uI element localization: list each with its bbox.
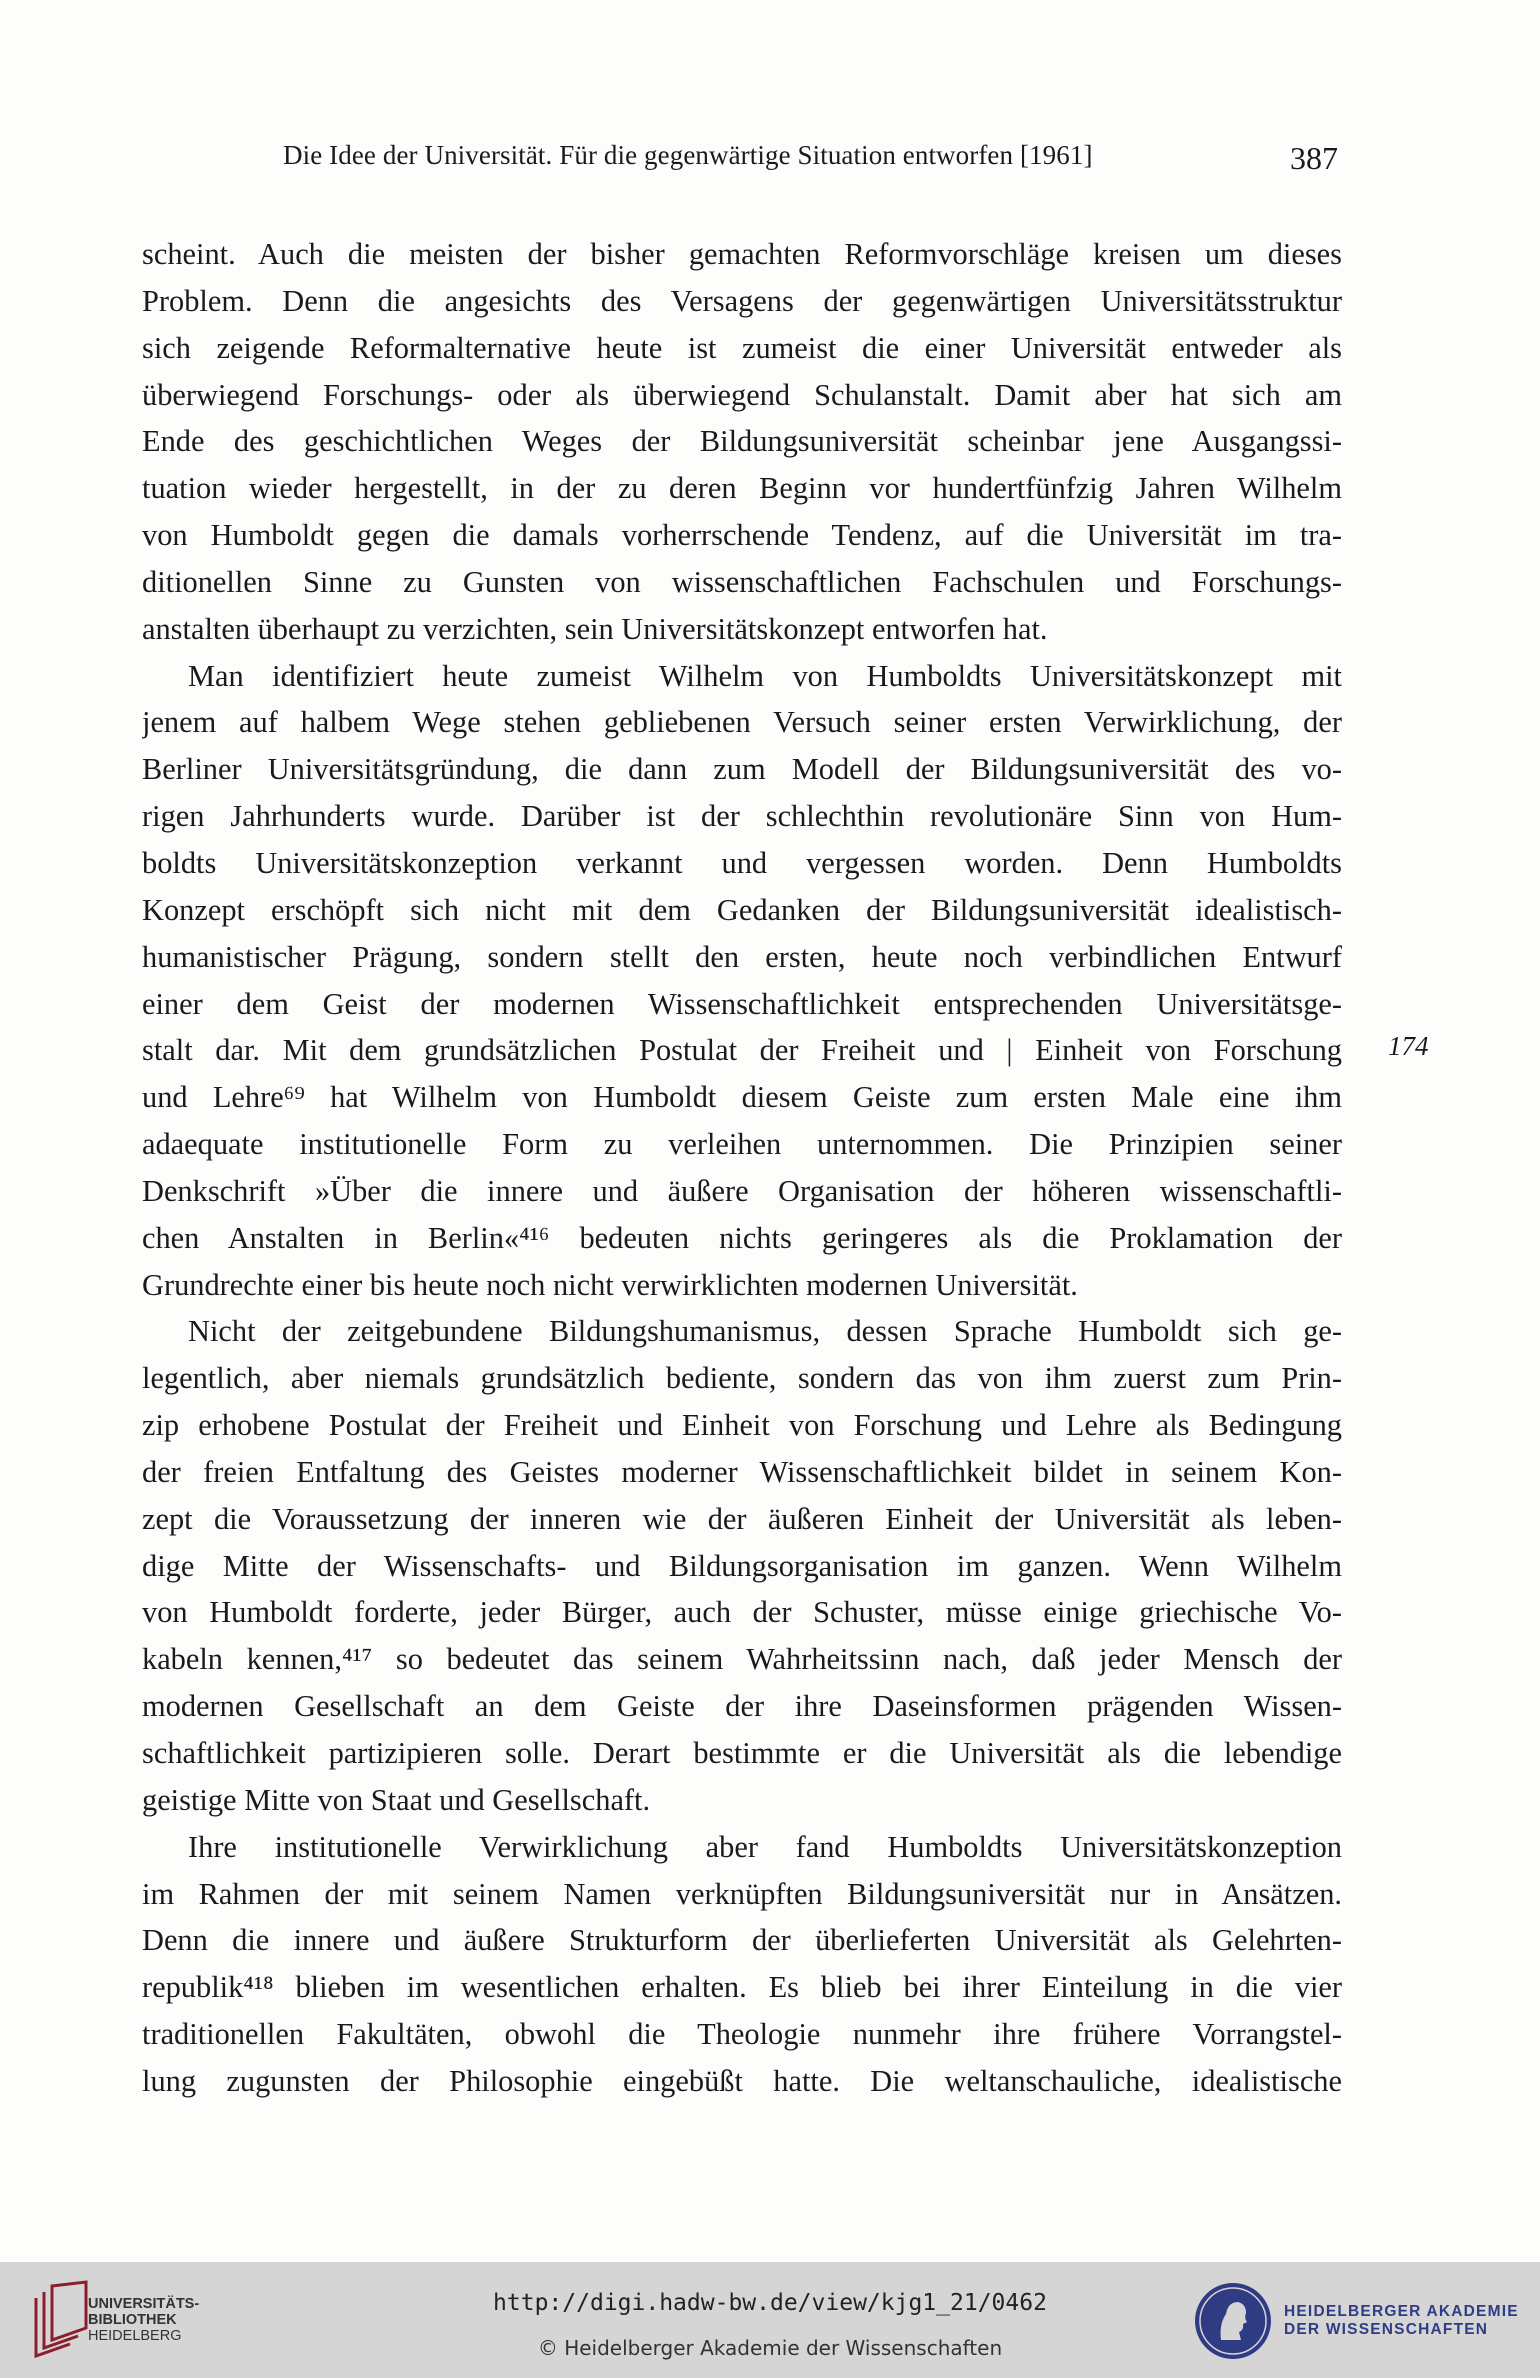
text-line: sich zeigende Reformalternative heute ist zumeist die einer Universität entweder als	[142, 330, 1342, 365]
copyright-notice: © Heidelberger Akademie der Wissenschaften	[537, 2336, 1003, 2360]
text-line: einer dem Geist der modernen Wissenschaftlichkeit entsprechenden Universitätsge-	[142, 986, 1342, 1021]
text-line: rigen Jahrhunderts wurde. Darüber ist der schlechthin revolutionäre Sinn von Hum-	[142, 799, 1342, 834]
text-line: Problem. Denn die angesichts des Versagens der gegenwärtigen Universitätsstruktur	[142, 283, 1342, 318]
text-line: der freien Entfaltung des Geistes moderner Wissenschaftlichkeit bildet in seinem Kon-	[142, 1454, 1342, 1489]
text-line: geistige Mitte von Staat und Gesellschaft.	[142, 1782, 651, 1817]
text-line: überwiegend Forschungs- oder als überwiegend Schulanstalt. Damit aber hat sich am	[142, 377, 1342, 412]
text-line: traditionellen Fakultäten, obwohl die Theologie nunmehr ihre frühere Vorrangstel-	[142, 2017, 1342, 2052]
text-line: humanistischer Prägung, sondern stellt den ersten, heute noch verbindlichen Entwurf	[142, 939, 1342, 974]
source-url-link[interactable]: http://digi.hadw-bw.de/view/kjg1_21/0462	[493, 2290, 1047, 2316]
text-line: boldts Universitätskonzeption verkannt und vergessen worden. Denn Humboldts	[142, 845, 1342, 880]
text-line: von Humboldt forderte, jeder Bürger, auch der Schuster, müsse einige griechische Vo-	[142, 1595, 1342, 1630]
academy-name: HEIDELBERGER AKADEMIE DER WISSENSCHAFTEN	[1284, 2303, 1519, 2338]
text-line: adaequate institutionelle Form zu verleihen unternommen. Die Prinzipien seiner	[142, 1127, 1342, 1162]
text-line: dige Mitte der Wissenschafts- und Bildungsorganisation im ganzen. Wenn Wilhelm	[142, 1548, 1342, 1583]
text-line: Denn die innere und äußere Strukturform der überlieferten Universität als Gelehrten-	[142, 1923, 1342, 1958]
text-line: legentlich, aber niemals grundsätzlich bediente, sondern das von ihm zuerst zum Prin-	[142, 1361, 1342, 1396]
text-line: tuation wieder hergestellt, in der zu deren Beginn vor hundertfünfzig Jahren Wilhelm	[142, 471, 1342, 506]
page-number: 387	[1290, 140, 1338, 176]
text-line: stalt dar. Mit dem grundsätzlichen Postulat der Freiheit und | Einheit von Forschung	[142, 1033, 1342, 1068]
text-line: modernen Gesellschaft an dem Geiste der ihre Daseinsformen prägenden Wissen-	[142, 1689, 1342, 1724]
text-line: Konzept erschöpft sich nicht mit dem Gedanken der Bildungsuniversität idealistisch-	[142, 892, 1342, 927]
text-line: Man identifiziert heute zumeist Wilhelm von Humboldts Universitätskonzept mit	[188, 658, 1342, 693]
text-line: republik⁴¹⁸ blieben im wesentlichen erhalten. Es blieb bei ihrer Einteilung in die vier	[142, 1970, 1342, 2005]
text-line: Ende des geschichtlichen Weges der Bildungsuniversität scheinbar jene Ausgangssi-	[142, 424, 1342, 459]
text-line: Grundrechte einer bis heute noch nicht verwirklichten modernen Universität.	[142, 1267, 1078, 1302]
running-title: Die Idee der Universität. Für die gegenwärtige Situation entworfen [1961]	[283, 140, 1093, 170]
text-line: anstalten überhaupt zu verzichten, sein Universitätskonzept entworfen hat.	[142, 611, 1048, 646]
text-line: schaftlichkeit partizipieren solle. Derart bestimmte er die Universität als die lebendige	[142, 1736, 1342, 1770]
margin-page-reference: 174	[1388, 1031, 1429, 1061]
text-line: kabeln kennen,⁴¹⁷ so bedeutet das seinem Wahrheitssinn nach, daß jeder Mensch der	[142, 1642, 1342, 1677]
text-line: zip erhobene Postulat der Freiheit und Einheit von Forschung und Lehre als Bedingung	[142, 1408, 1342, 1443]
footer-bar	[0, 2262, 1540, 2378]
text-line: Nicht der zeitgebundene Bildungshumanismus, dessen Sprache Humboldt sich ge-	[188, 1314, 1342, 1349]
text-line: Denkschrift »Über die innere und äußere Organisation der höheren wissenschaftli-	[142, 1173, 1342, 1208]
text-line: Ihre institutionelle Verwirklichung aber fand Humboldts Universitätskonzeption	[188, 1829, 1342, 1864]
university-library-name: UNIVERSITÄTS- BIBLIOTHEK HEIDELBERG	[88, 2296, 200, 2344]
academy-seal-icon	[1192, 2280, 1274, 2362]
text-line: chen Anstalten in Berlin«⁴¹⁶ bedeuten nichts geringeres als die Proklamation der	[142, 1220, 1342, 1255]
text-line: im Rahmen der mit seinem Namen verknüpften Bildungsuniversität nur in Ansätzen.	[142, 1876, 1342, 1911]
text-line: von Humboldt gegen die damals vorherrschende Tendenz, auf die Universität im tra-	[142, 518, 1342, 553]
text-line: lung zugunsten der Philosophie eingebüßt hatte. Die weltanschauliche, idealistische	[142, 2063, 1342, 2098]
text-line: scheint. Auch die meisten der bisher gemachten Reformvorschläge kreisen um dieses	[142, 237, 1342, 271]
body-text	[142, 231, 1342, 2105]
text-line: zept die Voraussetzung der inneren wie der äußeren Einheit der Universität als leben-	[142, 1501, 1342, 1536]
text-line: ditionellen Sinne zu Gunsten von wissenschaftlichen Fachschulen und Forschungs-	[142, 564, 1342, 599]
text-line: jenem auf halbem Wege stehen gebliebenen Versuch seiner ersten Verwirklichung, der	[142, 705, 1342, 740]
text-line: und Lehre⁶⁹ hat Wilhelm von Humboldt diesem Geiste zum ersten Male eine ihm	[142, 1080, 1342, 1115]
text-line: Berliner Universitätsgründung, die dann zum Modell der Bildungsuniversität des vo-	[142, 752, 1342, 787]
